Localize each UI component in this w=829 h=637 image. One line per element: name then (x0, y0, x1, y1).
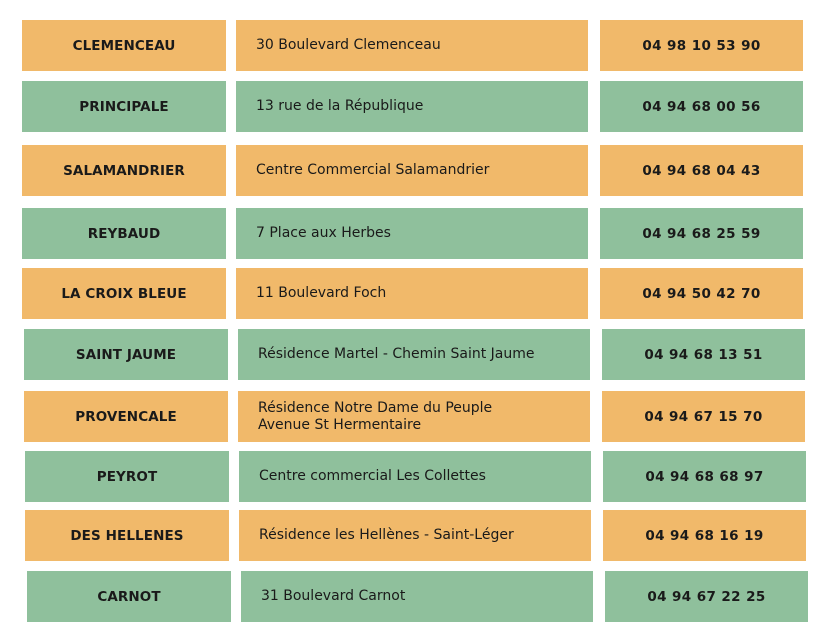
pharmacy-phone: 04 94 68 13 51 (602, 329, 805, 380)
pharmacy-address: 30 Boulevard Clemenceau (256, 37, 441, 53)
pharmacy-phone: 04 94 68 04 43 (600, 145, 803, 196)
pharmacy-address-cell (241, 571, 593, 622)
pharmacy-row (0, 268, 810, 319)
pharmacy-row (0, 81, 810, 132)
pharmacy-address: Résidence Martel - Chemin Saint Jaume (258, 346, 535, 362)
pharmacy-row (3, 451, 813, 502)
pharmacy-address-cell (236, 145, 588, 196)
pharmacy-name: SALAMANDRIER (22, 145, 226, 196)
pharmacy-address: Résidence Notre Dame du Peuple Avenue St Hermentaire (258, 399, 493, 433)
pharmacy-address-cell (236, 20, 588, 71)
pharmacy-row (0, 20, 810, 71)
pharmacy-address: Centre commercial Les Collettes (259, 468, 486, 484)
pharmacy-address: 7 Place aux Herbes (256, 225, 391, 241)
pharmacy-name: PEYROT (25, 451, 229, 502)
pharmacy-name: LA CROIX BLEUE (22, 268, 226, 319)
pharmacy-row (2, 391, 812, 442)
pharmacy-address: Centre Commercial Salamandrier (256, 162, 490, 178)
pharmacy-name: CLEMENCEAU (22, 20, 226, 71)
pharmacy-phone: 04 94 67 15 70 (602, 391, 805, 442)
pharmacy-name: PRINCIPALE (22, 81, 226, 132)
pharmacy-row (0, 145, 810, 196)
pharmacy-row (0, 208, 810, 259)
pharmacy-phone: 04 94 68 25 59 (600, 208, 803, 259)
pharmacy-phone: 04 94 50 42 70 (600, 268, 803, 319)
pharmacy-name: REYBAUD (22, 208, 226, 259)
pharmacy-name: DES HELLENES (25, 510, 229, 561)
pharmacy-address-cell (239, 451, 591, 502)
pharmacy-address-cell (236, 208, 588, 259)
pharmacy-phone: 04 94 67 22 25 (605, 571, 808, 622)
pharmacy-address-cell (236, 81, 588, 132)
pharmacy-name: SAINT JAUME (24, 329, 228, 380)
pharmacy-address-cell (239, 510, 591, 561)
pharmacy-phone: 04 94 68 16 19 (603, 510, 806, 561)
pharmacy-name: CARNOT (27, 571, 231, 622)
pharmacy-row (5, 571, 815, 622)
pharmacy-address: 11 Boulevard Foch (256, 285, 387, 301)
pharmacy-address-cell (236, 268, 588, 319)
pharmacy-row (3, 510, 813, 561)
pharmacy-address: 31 Boulevard Carnot (261, 588, 406, 604)
pharmacy-phone: 04 94 68 00 56 (600, 81, 803, 132)
pharmacy-address: Résidence les Hellènes - Saint-Léger (259, 527, 514, 543)
pharmacy-address-cell (238, 391, 590, 442)
pharmacy-address: 13 rue de la République (256, 98, 424, 114)
pharmacy-row (2, 329, 812, 380)
pharmacy-name: PROVENCALE (24, 391, 228, 442)
pharmacy-phone: 04 98 10 53 90 (600, 20, 803, 71)
pharmacy-phone: 04 94 68 68 97 (603, 451, 806, 502)
pharmacy-address-cell (238, 329, 590, 380)
